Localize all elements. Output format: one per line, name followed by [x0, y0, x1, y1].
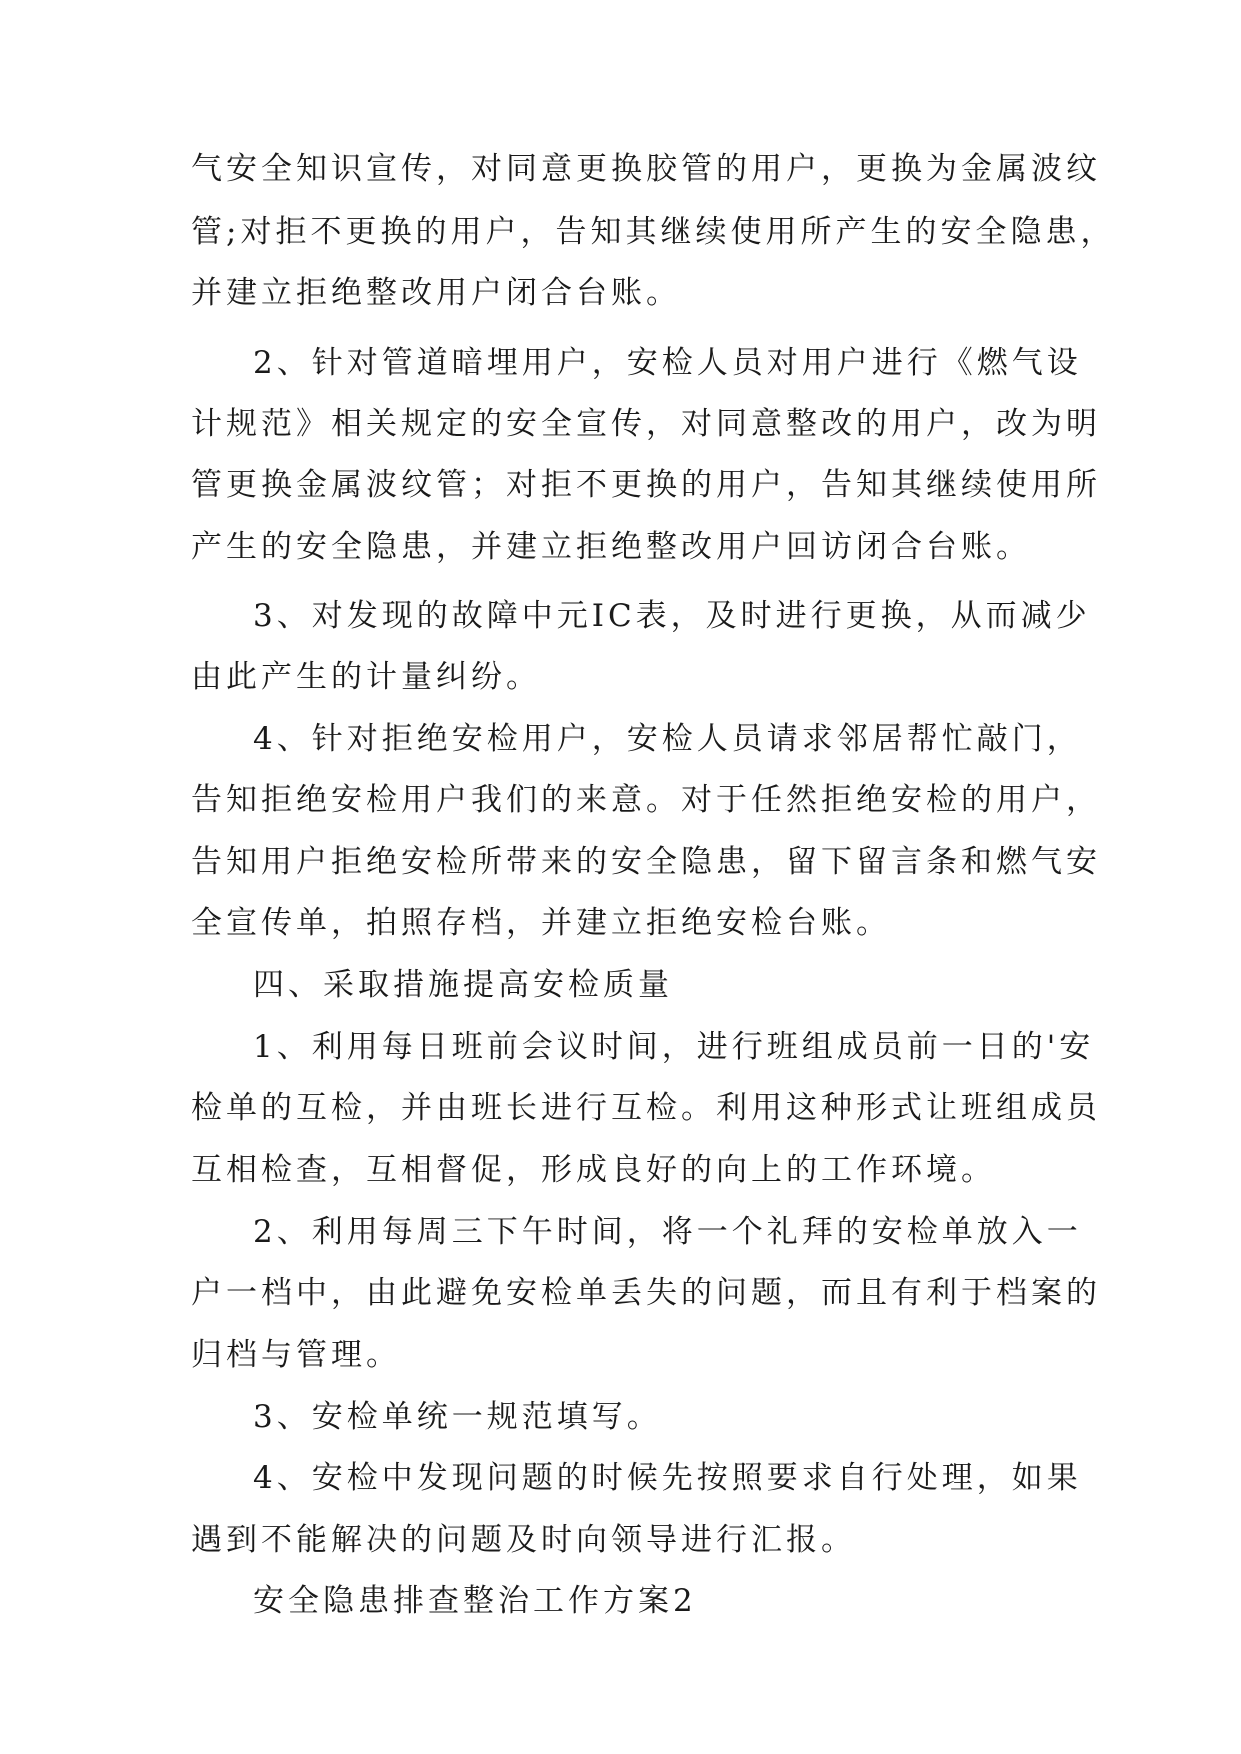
text-line: 2、利用每周三下午时间，将一个礼拜的安检单放入一 — [253, 1214, 1082, 1250]
text-line: 互相检查，互相督促，形成良好的向上的工作环境。 — [191, 1152, 996, 1188]
text-line: 1、利用每日班前会议时间，进行班组成员前一日的'安 — [253, 1029, 1095, 1065]
text-line: 归档与管理。 — [191, 1337, 401, 1373]
text-line: 气安全知识宣传，对同意更换胶管的用户，更换为金属波纹 — [191, 151, 1101, 187]
text-line: 4、安检中发现问题的时候先按照要求自行处理，如果 — [253, 1460, 1082, 1496]
text-line: 4、针对拒绝安检用户，安检人员请求邻居帮忙敲门， — [253, 721, 1082, 757]
text-line: 3、安检单统一规范填写。 — [253, 1399, 662, 1435]
text-line: 户一档中，由此避免安检单丢失的问题，而且有利于档案的 — [191, 1275, 1101, 1311]
section-heading: 安全隐患排查整治工作方案2 — [253, 1583, 697, 1619]
section-heading: 四、采取措施提高安检质量 — [253, 967, 673, 1003]
text-line: 全宣传单，拍照存档，并建立拒绝安检台账。 — [191, 905, 891, 941]
text-line: 计规范》相关规定的安全宣传，对同意整改的用户，改为明 — [191, 406, 1101, 442]
text-line: 遇到不能解决的问题及时向领导进行汇报。 — [191, 1522, 856, 1558]
text-line: 管;对拒不更换的用户，告知其继续使用所产生的安全隐患， — [191, 214, 1116, 250]
text-line: 并建立拒绝整改用户闭合台账。 — [191, 275, 681, 311]
text-line: 3、对发现的故障中元IC表，及时进行更换，从而减少 — [253, 598, 1091, 634]
text-line: 产生的安全隐患，并建立拒绝整改用户回访闭合台账。 — [191, 529, 1031, 565]
text-line: 告知用户拒绝安检所带来的安全隐患，留下留言条和燃气安 — [191, 844, 1101, 880]
text-line: 2、针对管道暗埋用户，安检人员对用户进行《燃气设 — [253, 345, 1082, 381]
text-line: 告知拒绝安检用户我们的来意。对于任然拒绝安检的用户， — [191, 782, 1101, 818]
text-line: 由此产生的计量纠纷。 — [191, 659, 541, 695]
text-line: 管更换金属波纹管；对拒不更换的用户，告知其继续使用所 — [191, 467, 1101, 503]
text-line: 检单的互检，并由班长进行互检。利用这种形式让班组成员 — [191, 1090, 1101, 1126]
